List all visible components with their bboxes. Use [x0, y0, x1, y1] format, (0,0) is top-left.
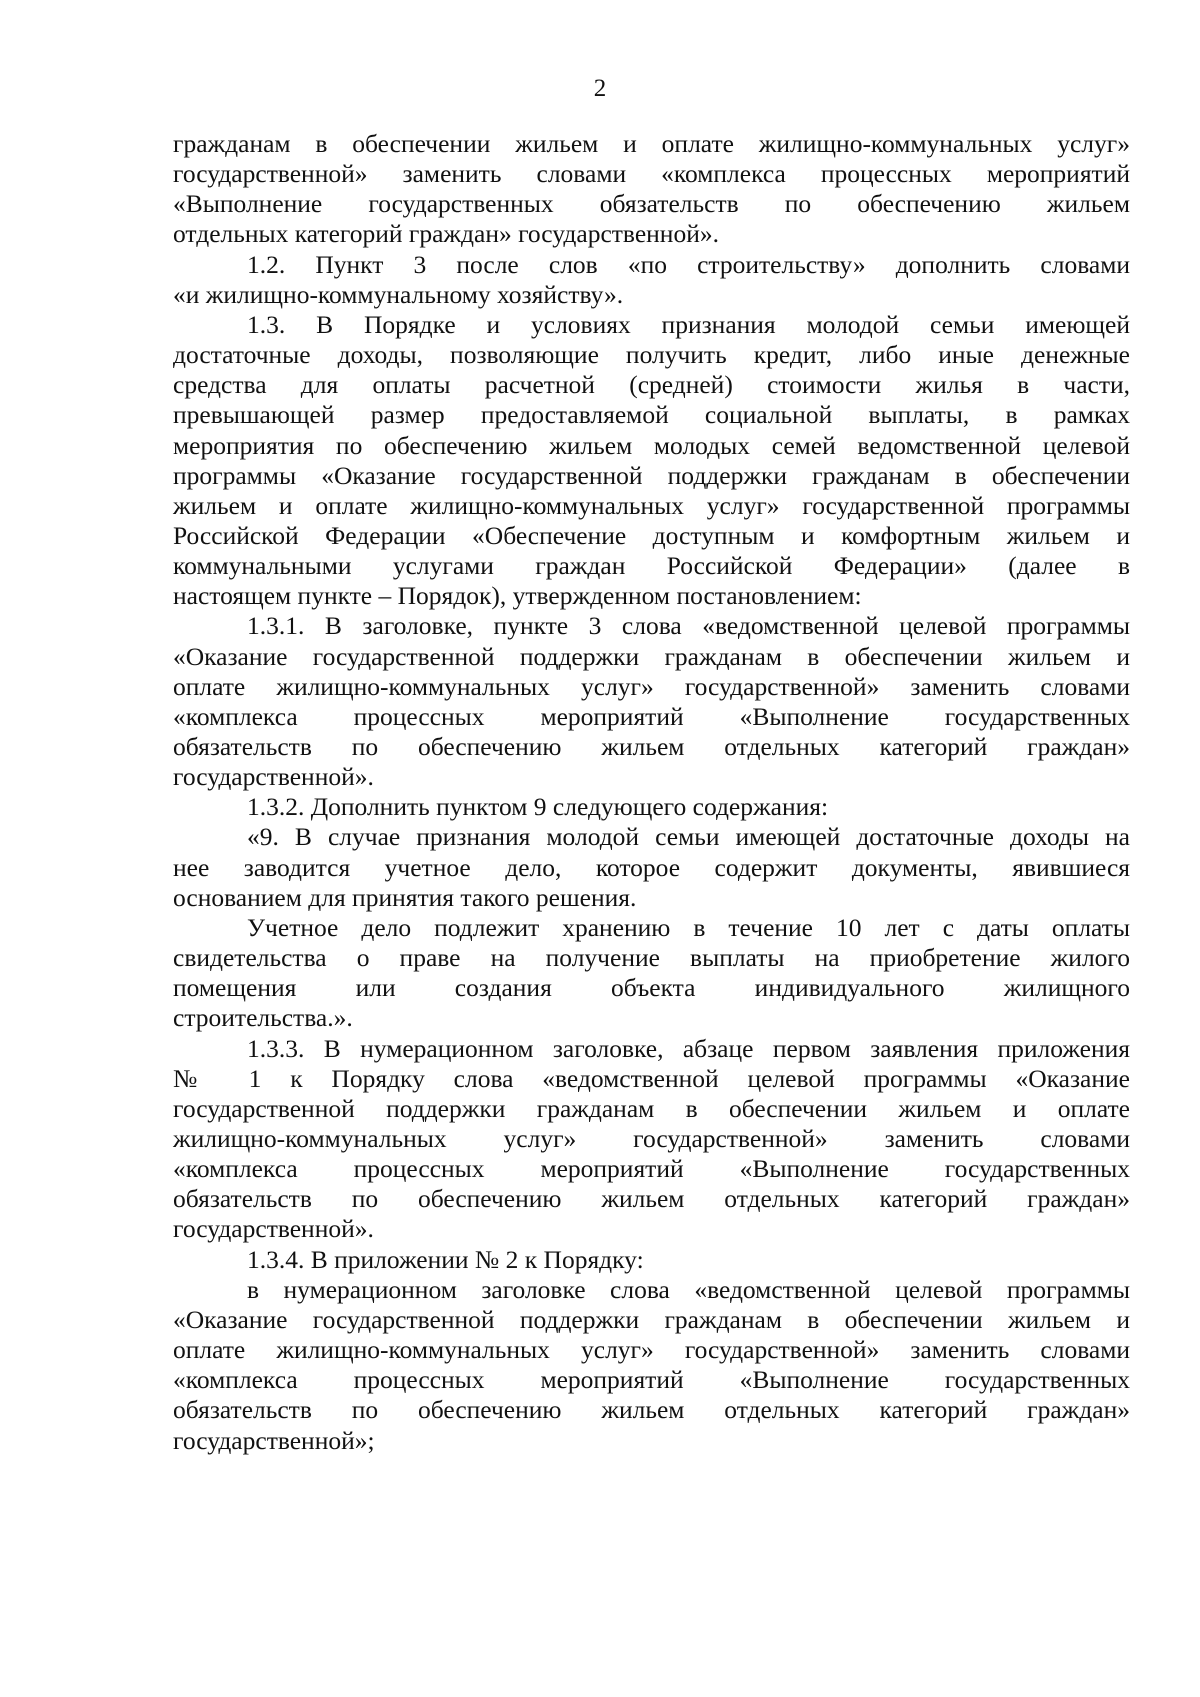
text-line: Учетное дело подлежит хранению в течение 10 лет с даты оплаты — [247, 912, 1130, 942]
text-line: превышающей размер предоставляемой социальной выплаты, в рамках — [173, 400, 1130, 430]
text-line: государственной». — [173, 762, 374, 792]
text-line: 1.3.2. Дополнить пунктом 9 следующего содержания: — [247, 792, 829, 822]
text-line: обязательств по обеспечению жильем отдельных категорий граждан» — [173, 732, 1130, 761]
text-line: коммунальными услугами граждан Российской Федерации» (далее в — [173, 551, 1130, 581]
text-line: «и жилищно-коммунальному хозяйству». — [173, 279, 624, 309]
text-line: 1.3.3. В нумерационном заголовке, абзаце первом заявления приложения — [247, 1033, 1130, 1063]
text-line: свидетельства о праве на получение выплаты на приобретение жилого — [173, 943, 1130, 972]
text-line: «Оказание государственной поддержки гражданам в обеспечении жильем и — [173, 641, 1130, 671]
text-line: основанием для принятия такого решения. — [173, 882, 637, 912]
text-line: достаточные доходы, позволяющие получить кредит, либо иные денежные — [173, 340, 1130, 369]
text-line: оплате жилищно-коммунальных услуг» государственной» заменить словами — [173, 1335, 1130, 1364]
text-line: 1.3.4. В приложении № 2 к Порядку: — [247, 1244, 644, 1274]
text-line: «комплекса процессных мероприятий «Выполнение государственных — [173, 1365, 1130, 1395]
text-line: 1.3.1. В заголовке, пункте 3 слова «ведомственной целевой программы — [247, 611, 1130, 641]
text-line: настоящем пункте – Порядок), утвержденном постановлением: — [173, 581, 862, 611]
page-number: 2 — [593, 75, 607, 102]
text-line: жилищно-коммунальных услуг» государственной» заменить словами — [173, 1123, 1130, 1153]
text-line: обязательств по обеспечению жильем отдельных категорий граждан» — [173, 1395, 1130, 1425]
text-line: отдельных категорий граждан» государственной». — [173, 219, 719, 249]
text-line: гражданам в обеспечении жильем и оплате жилищно-коммунальных услуг» — [173, 129, 1130, 158]
text-line: жильем и оплате жилищно-коммунальных услуг» государственной программы — [173, 490, 1130, 520]
text-line: № 1 к Порядку слова «ведомственной целевой программы «Оказание — [173, 1063, 1130, 1093]
text-line: в нумерационном заголовке слова «ведомственной целевой программы — [247, 1274, 1130, 1304]
text-line: 1.3. В Порядке и условиях признания молодой семьи имеющей — [247, 309, 1130, 339]
text-line: государственной». — [173, 1214, 374, 1244]
text-line: государственной»; — [173, 1425, 375, 1455]
text-line: «Выполнение государственных обязательств по обеспечению жильем — [173, 189, 1130, 219]
text-line: обязательств по обеспечению жильем отдельных категорий граждан» — [173, 1184, 1130, 1214]
text-line: мероприятия по обеспечению жильем молодых семей ведомственной целевой — [173, 430, 1130, 460]
text-line: оплате жилищно-коммунальных услуг» государственной» заменить словами — [173, 671, 1130, 701]
text-line: «9. В случае признания молодой семьи имеющей достаточные доходы на — [247, 822, 1130, 852]
text-line: «комплекса процессных мероприятий «Выполнение государственных — [173, 1154, 1130, 1184]
text-line: программы «Оказание государственной поддержки гражданам в обеспечении — [173, 460, 1130, 490]
text-line: средства для оплаты расчетной (средней) стоимости жилья в части, — [173, 370, 1130, 400]
text-line: нее заводится учетное дело, которое содержит документы, явившиеся — [173, 852, 1130, 882]
text-line: государственной поддержки гражданам в обеспечении жильем и оплате — [173, 1093, 1130, 1123]
text-line: Российской Федерации «Обеспечение доступным и комфортным жильем и — [173, 521, 1130, 550]
text-line: помещения или создания объекта индивидуального жилищного — [173, 973, 1130, 1003]
text-line: «Оказание государственной поддержки гражданам в обеспечении жильем и — [173, 1304, 1130, 1334]
text-line: строительства.». — [173, 1003, 353, 1033]
text-line: 1.2. Пункт 3 после слов «по строительству» дополнить словами — [247, 249, 1130, 279]
text-line: «комплекса процессных мероприятий «Выполнение государственных — [173, 701, 1130, 731]
text-line: государственной» заменить словами «комплекса процессных мероприятий — [173, 159, 1130, 189]
